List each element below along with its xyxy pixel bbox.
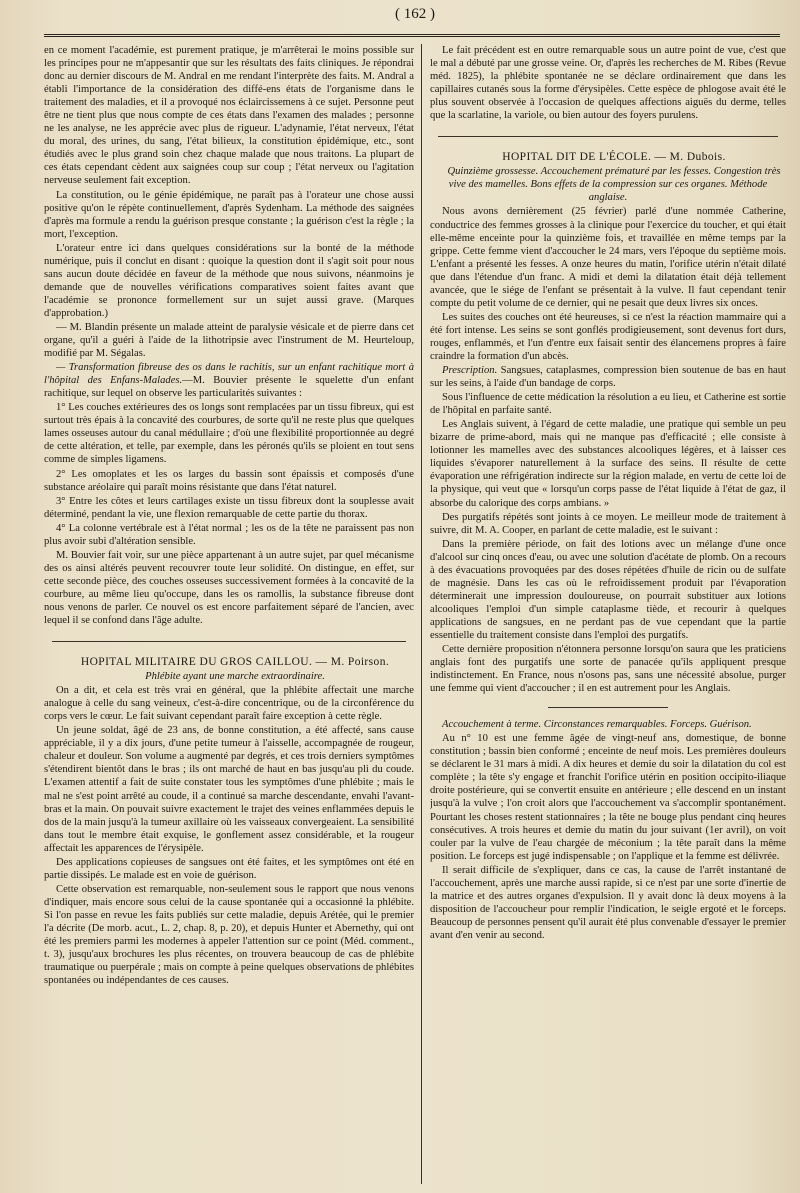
left-paragraph-10: Cette observation est remarquable, non-seulement sous le rapport que nous venons d'indiquer, mais encore sous celui de la cause spontanée qui a occasionné la phlébite. Si l'on passe en revue les faits publiés sur cette maladie, depuis Arétée, qui le premier l'a décrite (De morb. acut., L. 2, chap. 8, p. 20), et depuis Hunter et Abernethy, qui ont été les premiers parmi les modernes à appeler l'attention sur ce point (Méd. comment., t. 3), jusqu'aux brochures les plus récentes, on trouvera beaucoup de cas de phlébite traumatique ou puerpérale ; mais on compte à peine quelques observations de phlébites spontanées ou indépendantes de ces causes. [44, 883, 414, 987]
page-number: ( 162 ) [395, 6, 435, 22]
bouvier-heading: — Transformation fibreuse des os dans le rachitis, sur un enfant rachitique mort à l'hôpital des Enfans-Malades. [44, 362, 414, 387]
section-subtitle-grossesse: Quinzième grossesse. Accouchement prématuré par les fesses. Congestion très vive des mamelles. Bons effets de la compression sur ces organes. Méthode anglaise. [447, 166, 781, 204]
right-paragraph-1: Le fait précédent est en outre remarquable sous un autre point de vue, c'est que le mal a débuté par une grosse veine. Or, d'après les recherches de M. Ribes (Revue méd. 1825), la phlébite spontanée ne se déclare ordinairement que dans les capillaires cutanés sous la forme d'érysipèles. Cette espèce de phlogose avait été le plus souvent observée à l'occasion de quelques affections aiguës du derme, telles que la scarlatine, la variole, ou bien autour des foyers purulens. [430, 45, 786, 122]
bouvier-intro: —M. Bouvier présente le squelette d'un enfant rachitique, sur lequel on observe les particularités suivantes : [44, 375, 414, 400]
right-paragraph-7: Des purgatifs répétés sont joints à ce moyen. Le meilleur mode de traitement à suivre, dit M. A. Cooper, en parlant de cette maladie, est le suivant : [430, 511, 786, 536]
prescription-label: Prescription. [442, 365, 498, 377]
left-paragraph-1: en ce moment l'académie, est purement pratique, je m'arrêterai le moins possible sur les principes pour ne m'appesantir que sur les résultats des faits cliniques. Je répondrai donc au dernier discours de M. Andral en me rendant l'interprète des faits. M. Andral a établi l'importance de la considération des diffé-ens états de l'organisme dans le traitement des maladies, et il a provoqué nos éclaircissemens à ce sujet. Personne peut être ne tient plus que nous compte de ces états dans l'examen des malades ; personne ne les analyse, ne les apprécie avec plus de rigueur. L'adynamie, l'état nerveux, l'état du moral, des urines, du sang, l'état bilieux, la constitution épidémique, etc., sont étudiés avec le plus grand soin chez chaque malade que nous traitons. La plupart de ces états cependant cèdent aux saignées coup sur coup ; l'état nerveux ou l'agitation nerveuse seulement fait exception. [44, 45, 414, 187]
section-divider [52, 641, 406, 642]
left-paragraph-7: On a dit, et cela est très vrai en général, que la phlébite affectait une marche analogue à celle du sang veineux, c'est-à-dire concentrique, ou de la circonférence du corps vers le cœur. Le fait suivant cependant paraît faire exception à cette règle. [44, 685, 414, 723]
list-item-1: 1° Les couches extérieures des os longs sont remplacées par un tissu fibreux, qui est surtout très épais à la concavité des courbures, de sorte qu'il ne reste plus que quelques lames osseuses autour du canal médullaire ; d'où une flexibilité proportionnée au degré de cette altération, et telle, par exemple, dans les péronés qu'ils se ploient en tout sens comme de simples ligamens. [44, 402, 414, 466]
right-paragraph-6: Les Anglais suivent, à l'égard de cette maladie, une pratique qui semble un peu bizarre de prime-abord, mais qui ne manque pas d'efficacité ; elle consiste à lotionner les mamelles avec des substances alcooliques légères, et à laisser ces liquides s'évaporer naturellement à la surface des seins. Il résulte de cette évaporation une réfrigération indirecte sur la région malade, en vertu de cette loi de la physique, qui veut que « lorsqu'un corps passe de l'état liquide à l'état de gaz, il absorbe du calorique des corps ambians. » [430, 419, 786, 509]
prescription-text: Sangsues, cataplasmes, compression bien soutenue de bas en haut sur les seins, à l'aide d'un bandage de corps. [430, 365, 786, 390]
right-paragraph-11: Il serait difficile de s'expliquer, dans ce cas, la cause de l'arrêt instantané de l'accouchement, après une marche aussi rapide, si ce n'est par une sorte d'inertie de la matrice et des autres organes d'expulsion. Il y avait donc là deux moyens à la disposition de l'accoucheur pour remplir l'indication, le seigle ergoté et le forceps. Beaucoup de personnes pensent qu'il aurait été plus convenable d'essayer le premier avant d'en venir au second. [430, 864, 786, 941]
section-subtitle-phlebite: Phlébite ayant une marche extraordinaire. [145, 671, 325, 683]
left-paragraph-4: — M. Blandin présente un malade atteint de paralysie vésicale et de pierre dans cet organe, qu'il a guéri à l'aide de la lithotripsie avec l'instrument de M. Heurteloup, modifié par M. Ségalas. [44, 321, 414, 360]
left-column [44, 44, 414, 1184]
right-paragraph-2: Nous avons dernièrement (25 février) parlé d'une nommée Catherine, conductrice des femmes grosses à la clinique pour l'exercice du toucher, et qui était elle-même enceinte pour la quinzième fois, et travaillée en même temps par la grippe. Cette femme vient d'accoucher le 24 mars, vers l'époque du septième mois. L'enfant a présenté les fesses. A onze heures du matin, l'orifice utérin n'était dilaté que dans l'étendue d'un franc. A midi et demi la dilatation était déjà tellement avancée, que le siége de l'enfant se présentait à la vulve. Il faut cependant tenir compte du petit volume de ce dernier, qui ne pesait que deux livres six onces. [430, 206, 786, 309]
column-divider [421, 44, 422, 1184]
right-paragraph-5: Sous l'influence de cette médication la résolution a eu lieu, et Catherine est sortie de l'hôpital en parfaite santé. [430, 392, 786, 417]
short-divider [548, 707, 668, 708]
header-rule [44, 34, 780, 38]
left-paragraph-8: Un jeune soldat, âgé de 23 ans, de bonne constitution, a été affecté, sans cause appréciable, il y a dix jours, d'une petite tumeur à l'aisselle, accompagnée de rougeur, chaleur et douleur. Son volume a augmenté par degrés, et ces trois derniers symptômes s'étendirent bientôt dans le bras ; ils ont marché de haut en bas jusqu'au pli du coude. L'examen attentif a fait de suite constater tous les symptômes d'une phlébite ; mais le mal ne s'est point arrêté au coude, il a continué sa marche descendante, envahi l'avant-bras et la main. On pouvait suivre exactement le trajet des veines enflammées depuis le dos de la main jusqu'à la tumeur axillaire où les vaisseaux convergeaient. La sensibilité dans tout le membre était exquise, le gonflement assez considérable, et la rougeur affectait les apparences de l'érysipèle. [44, 725, 414, 854]
section-title-ecole: HOPITAL DIT DE L'ÉCOLE. — M. Dubois. [502, 151, 726, 164]
left-paragraph-6: M. Bouvier fait voir, sur une pièce appartenant à un autre sujet, par quel mécanisme des os ainsi altérés peuvent recouvrer toute leur solidité. On distingue, en effet, sur cette seconde pièce, des couches osseuses successivement formées à la concavité de la courbure, au même lieu qu'occupe, dans les os ramollis, la substance fibreuse dont nous venons de parler. Ce nouvel os est encore parfaitement séparé de l'ancien, avec lequel il se confond dans l'âge adulte. [44, 549, 414, 627]
right-paragraph-10: Au n° 10 est une femme âgée de vingt-neuf ans, domestique, de bonne constitution ; bassin bien conformé ; enceinte de neuf mois. Les premières douleurs se déclarent le 31 mars à midi. A dix heures et demie du soir la dilatation du col est complète ; la tête s'y engage et franchit l'orifice utérin en position occipito-iliaque droite postérieure, qui se convertit ensuite en antérieure ; elle descend en un instant jusqu'à la vulve ; l'on croit alors que l'accouchement va s'accomplir spontanément. Pourtant les choses restent stationnaires ; la tête ne bouge plus pendant cinq heures consécutives. A trois heures et demie du matin du jour suivant (1er avril), on voit couler par la vulve de l'eau chargée de méconium ; la tête paraît dans la même position. Le forceps est jugé indispensable ; on l'applique et la femme est délivrée. [430, 733, 786, 862]
right-paragraph-3: Les suites des couches ont été heureuses, si ce n'est la réaction mammaire qui a été fort intense. Les seins se sont gonflés prodigieusement, sont devenus fort durs, rouges, enflammés, et l'un d'entre eux faisait sentir des élancemens propres à faire craindre la formation d'un abcès. [430, 311, 786, 362]
left-paragraph-2: La constitution, ou le génie épidémique, ne paraît pas à l'orateur une chose aussi positive qu'on le répète continuellement, d'après Sydenham. La méthode des saignées d'après ma formule a rendu la guérison presque constante ; la guérison c'est la règle ; la mort, l'exception. [44, 189, 414, 240]
section-subtitle-accouchement: Accouchement à terme. Circonstances remarquables. Forceps. Guérison. [442, 719, 752, 731]
section-title-gros-caillou: HOPITAL MILITAIRE DU GROS CAILLOU. — M. Poirson. [80, 656, 390, 669]
left-paragraph-9: Des applications copieuses de sangsues ont été faites, et les symptômes ont été en partie dissipés. Le malade est en voie de guérison. [44, 856, 414, 881]
right-paragraph-8: Dans la première période, on fait des lotions avec un mélange d'une once d'alcool sur cinq onces d'eau, ou avec une solution d'acétate de plomb. On a recours à des évacuations provoquées par des doses répétées d'huile de ricin ou de sulfate de magnésie. Dans les cas où le refroidissement produit par l'évaporation déterminerait une impression douloureuse, on pourrait substituer aux lotions alcooliques l'emploi d'un simple cataplasme tiède, et recourir à quelques applications de sangsues, en ne perdant pas de vue cependant que la partie essentielle du traitement consiste dans l'emploi des purgatifs. [430, 538, 786, 641]
list-item-2: 2° Les omoplates et les os larges du bassin sont épaissis et composés d'une substance aréolaire qui paraît moins résistante que dans l'état naturel. [44, 468, 414, 493]
section-divider-right [438, 136, 778, 137]
left-paragraph-5 [44, 361, 414, 400]
right-column [430, 44, 786, 1184]
right-paragraph-4 [430, 364, 786, 390]
left-paragraph-3: L'orateur entre ici dans quelques considérations sur la bonté de la méthode numérique, puis il conclut en disant : quoique la question dont il s'agit soit pour nous sans aucun doute décidée en faveur de la méthode que nous suivons, néanmoins je demande que de nouvelles vérifications comparatives soient faites avant que l'académie se prononce formellement sur un sujet aussi grave. (Marques d'approbation.) [44, 242, 414, 319]
list-item-3: 3° Entre les côtes et leurs cartilages existe un tissu fibreux dont la souplesse avait déterminé, pendant la vie, une flexion remarquable de cette partie du thorax. [44, 495, 414, 520]
list-item-4: 4° La colonne vertébrale est à l'état normal ; les os de la tête ne paraissent pas non plus avoir subi d'altération sensible. [44, 522, 414, 547]
right-paragraph-9: Cette dernière proposition n'étonnera personne lorsqu'on saura que les praticiens anglais font des purgatifs une sorte de panacée qu'ils appliquent presque indistinctement. En France, nous n'osons pas, sans une nécessité absolue, purger une femme qui vient d'accoucher ; il en est autrement pour les Anglais. [430, 644, 786, 695]
